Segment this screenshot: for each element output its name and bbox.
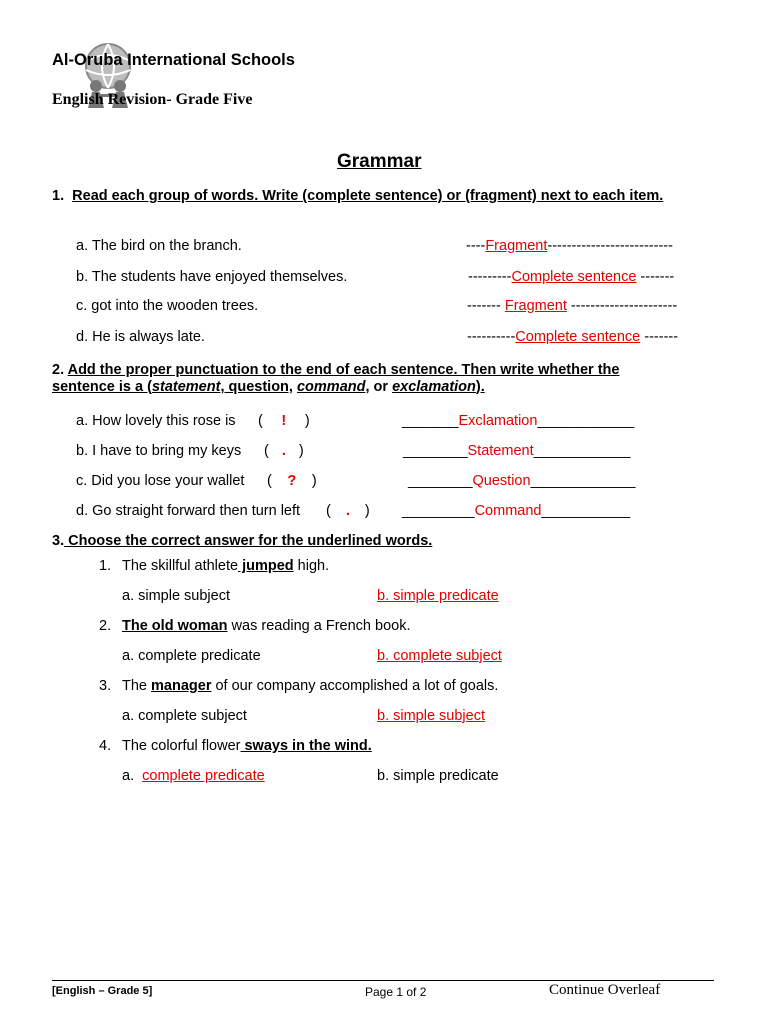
q2-answer: Command	[474, 503, 542, 519]
q2-heading-line2: sentence is a (statement, question, command, or exclamation).	[52, 379, 485, 395]
q1-item-answer-line: ----------Complete sentence -------	[467, 329, 679, 345]
q1-item-text: c. got into the wooden trees.	[76, 298, 259, 314]
q2-punct: ?	[287, 473, 297, 489]
document-subtitle: English Revision- Grade Five	[52, 91, 253, 108]
q3-item-text: The old woman was reading a French book.	[122, 618, 411, 634]
q1-answer: Complete sentence	[515, 329, 641, 345]
q2-item-text: b. I have to bring my keys	[76, 443, 242, 459]
footer-left: [English – Grade 5]	[52, 985, 153, 997]
q1-answer: Fragment	[504, 298, 567, 314]
q1-item-answer-line: ------- Fragment ----------------------	[467, 298, 678, 314]
q2-punct-box: ( ? )	[267, 473, 317, 489]
q3-option-b-answer: b. simple subject	[377, 708, 485, 724]
q1-instruction: Read each group of words. Write (complete sentence) or (fragment) next to each item.	[72, 188, 664, 204]
footer-divider	[52, 980, 714, 981]
q3-option-b-answer: b. simple predicate	[377, 588, 499, 604]
q2-answer: Question	[472, 473, 531, 489]
q3-item-number: 3.	[99, 678, 112, 694]
q2-punct: .	[281, 443, 286, 459]
q2-instruction-line1: Add the proper punctuation to the end of each sentence. Then write whether the	[67, 362, 620, 378]
q3-option-a: a. complete predicate	[122, 768, 265, 784]
q3-item-number: 4.	[99, 738, 112, 754]
q2-number: 2.	[52, 362, 65, 378]
school-name: Al-Oruba International Schools	[52, 51, 295, 69]
q1-answer: Complete sentence	[511, 269, 637, 285]
q2-answer-line: _______Exclamation____________	[402, 413, 635, 429]
q3-option-b-answer: b. complete subject	[377, 648, 502, 664]
q2-punct-box: ( . )	[326, 503, 370, 519]
footer-right: Continue Overleaf	[549, 982, 661, 998]
q1-item-text: b. The students have enjoyed themselves.	[76, 269, 348, 285]
q2-item-text: a. How lovely this rose is	[76, 413, 236, 429]
q1-heading	[52, 188, 663, 204]
q3-option-a-answer: complete predicate	[142, 768, 265, 784]
q2-answer: Exclamation	[458, 413, 538, 429]
q3-item-number: 2.	[99, 618, 112, 634]
q3-instruction: Choose the correct answer for the underlined words.	[64, 533, 433, 549]
q1-item-text: d. He is always late.	[76, 329, 205, 345]
q1-item-text: a. The bird on the branch.	[76, 238, 242, 254]
q1-item-answer-line: ----Fragment--------------------------	[466, 238, 673, 254]
q3-item-text: The skillful athlete jumped high.	[122, 558, 330, 574]
q1-item-answer-line: ---------Complete sentence -------	[468, 269, 675, 285]
q3-option-b: b. simple predicate	[377, 768, 499, 784]
q3-item-text: The manager of our company accomplished a lot of goals.	[122, 678, 499, 694]
q2-punct: .	[345, 503, 350, 519]
q3-option-a: a. complete predicate	[122, 648, 261, 664]
q3-item-number: 1.	[99, 558, 112, 574]
q1-answer: Fragment	[485, 238, 548, 254]
q1-number: 1.	[52, 188, 65, 204]
q3-item-text: The colorful flower sways in the wind.	[122, 738, 372, 754]
q3-heading	[52, 533, 432, 549]
q2-heading-line1	[52, 362, 619, 378]
q2-item-text: c. Did you lose your wallet	[76, 473, 245, 489]
q2-answer-line: ________Statement____________	[403, 443, 631, 459]
footer-page-number: Page 1 of 2	[365, 985, 427, 999]
q2-answer: Statement	[467, 443, 534, 459]
q2-answer-line: _________Command___________	[402, 503, 631, 519]
q2-item-text: d. Go straight forward then turn left	[76, 503, 301, 519]
q3-option-a: a. complete subject	[122, 708, 247, 724]
q2-punct: !	[281, 413, 287, 429]
q2-punct-box: ( . )	[264, 443, 304, 459]
q2-punct-box: ( ! )	[258, 413, 310, 429]
q3-number: 3.	[52, 533, 65, 549]
q2-answer-line: ________Question_____________	[408, 473, 636, 489]
page-title: Grammar	[337, 151, 422, 172]
q3-option-a: a. simple subject	[122, 588, 230, 604]
